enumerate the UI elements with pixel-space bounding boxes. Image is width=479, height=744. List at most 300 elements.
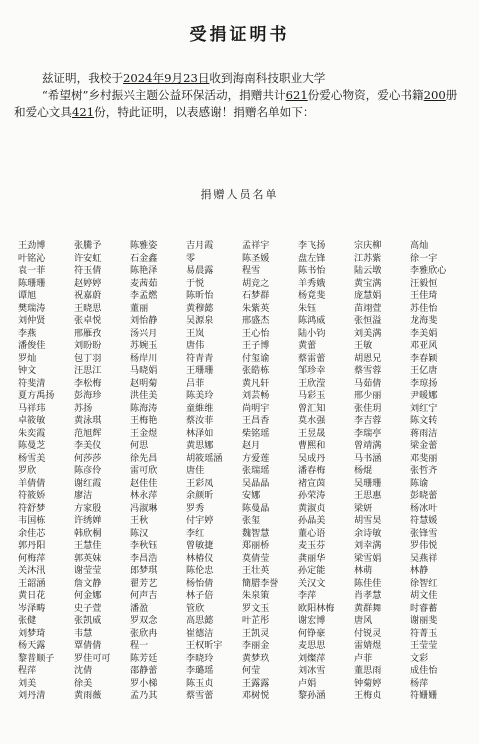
donor-name: 杨冰叶 (410, 503, 438, 514)
donor-name: 李晓玲 (186, 653, 214, 664)
donor-name: 林永萍 (130, 491, 158, 501)
donor-name: 冯淑琳 (130, 503, 158, 514)
donor-name: 黄宝满 (354, 278, 382, 289)
donor-name: 徐先昌 (130, 453, 158, 464)
donor-name: 马晓娟 (130, 366, 158, 376)
donor-name: 王凯灵 (242, 628, 270, 639)
donor-name: 胡竞之 (242, 278, 270, 289)
donor-name: 尹暖娜 (410, 391, 438, 401)
donor-name: 麦玉芬 (298, 541, 326, 551)
donor-name: 陈谕 (410, 478, 429, 489)
donor-name: 王岚 (186, 328, 205, 339)
donor-name: 洪佳美 (130, 391, 158, 401)
donor-name: 时睿蓄 (410, 603, 438, 614)
donor-name: 关沐汛 (18, 566, 46, 576)
donor-name: 陈美玲 (186, 391, 214, 401)
donor-name: 高思懿 (186, 616, 214, 626)
donor-name: 祝嘉蔚 (74, 291, 102, 301)
donor-name: 陈书怡 (298, 266, 326, 276)
donor-name: 王劲博 (18, 241, 46, 251)
donor-name: 庞慧娟 (354, 291, 382, 301)
donor-name: 王晓思 (74, 303, 102, 314)
donor-name: 符玉倩 (74, 266, 102, 276)
donor-name: 廖洁 (74, 491, 93, 501)
donor-name: 邓斐丽 (410, 453, 438, 464)
donor-name: 莫水强 (298, 416, 326, 426)
body-text-d: 份爱心物资，爱心书籍 (307, 88, 424, 103)
donor-name: 王壮英 (242, 566, 270, 576)
donor-name: 何声吉 (130, 591, 158, 601)
donor-name: 潘盈 (130, 603, 149, 614)
donor-name: 徐美 (74, 678, 93, 689)
donor-name: 王露露 (242, 678, 270, 689)
donor-name: 史子萱 (74, 603, 102, 614)
donor-name: 朱紫英 (242, 303, 270, 314)
donor-name: 曾靖满 (354, 441, 382, 451)
donor-name: 孙晶美 (298, 516, 326, 526)
donor-name: 吴成丹 (298, 453, 326, 464)
donor-name: 谢丽斐 (410, 616, 438, 626)
certificate-line-1 (14, 70, 466, 87)
donor-name: 吉月霞 (186, 241, 214, 251)
donor-name: 郎梦琪 (130, 566, 158, 576)
donor-name: 林子倍 (186, 591, 214, 601)
certificate-line-2 (14, 87, 466, 121)
donor-name: 潘春梅 (298, 466, 326, 476)
donor-name: 潘俊佳 (18, 341, 46, 351)
donor-name: 杨竟斐 (298, 291, 326, 301)
donor-name: 符青青 (186, 353, 214, 364)
donor-name: 麦思思 (298, 641, 326, 651)
donor-name: 包丁羽 (74, 353, 102, 364)
donor-name: 付宇婷 (186, 516, 214, 526)
donor-name: 陈圣媛 (242, 253, 270, 264)
donor-name: 郑丽桥 (242, 541, 270, 551)
donor-name: 王亿唐 (410, 366, 438, 376)
donor-name: 杨焜 (354, 466, 373, 476)
donor-name: 钟文 (18, 366, 37, 376)
donor-name: 黄蕾 (298, 341, 317, 351)
donor-name: 高灿 (410, 241, 429, 251)
donor-name: 樊瑞涛 (18, 303, 46, 314)
donor-name: 杨萍 (410, 678, 429, 689)
donor-name: 苏佳怡 (410, 303, 438, 314)
donor-name: 邢雁孜 (74, 328, 102, 339)
donor-name: 宗庆柳 (354, 241, 382, 251)
donor-name: 刘冰雪 (298, 666, 326, 676)
donor-name: 马彩玉 (298, 391, 326, 401)
donor-name: 胡文佳 (410, 591, 438, 601)
donor-name: 苏婉玉 (130, 341, 158, 351)
donor-name: 汪毅恒 (410, 278, 438, 289)
donor-name: 羊倩倩 (18, 478, 46, 489)
donor-name: 杨天露 (18, 641, 46, 651)
donor-name: 夏方禹扬 (18, 391, 55, 401)
donor-name: 陈曼芝 (18, 441, 46, 451)
body-text-e: 册和爱心文具 (14, 88, 458, 120)
donor-name: 陈玉贞 (186, 678, 214, 689)
donor-name: 黄群舞 (354, 603, 382, 614)
donor-name: 詹文静 (74, 578, 102, 589)
donor-name: 柴铭瑶 (242, 428, 270, 439)
donor-name: 程一 (130, 641, 149, 651)
donor-name: 郭丹阳 (18, 541, 46, 551)
donor-name: 卓筱敏 (18, 416, 46, 426)
donor-name: 唐佳 (186, 466, 205, 476)
donor-name: 李瑞亭 (354, 428, 382, 439)
donor-name: 张佳玥 (354, 403, 382, 414)
donor-name: 雷婧煜 (354, 641, 382, 651)
donor-name: 王彩凤 (186, 478, 214, 489)
donor-name: 王梅艳 (130, 416, 158, 426)
donor-name: 杨岸川 (130, 353, 158, 364)
donor-name: 管欣 (186, 603, 205, 614)
donor-name: 刘丹清 (18, 691, 46, 701)
donor-name: 陈彦伶 (74, 466, 102, 476)
donor-name: 陈珊珊 (18, 278, 46, 289)
donor-name: 龚丽华 (298, 553, 326, 564)
donor-name: 尚明宇 (242, 403, 270, 414)
donor-name: 董心语 (298, 528, 326, 539)
donor-name: 叶铭沁 (18, 253, 46, 264)
donor-name: 李昌浩 (130, 553, 158, 564)
donor-name: 魏智慧 (242, 528, 270, 539)
donor-name: 蔡雪蕾 (186, 691, 214, 701)
donor-name: 李飞扬 (298, 241, 326, 251)
donor-name: 刘仲贤 (18, 316, 46, 326)
donor-name: 陈汉 (130, 528, 149, 539)
donor-name: 陆云墩 (354, 266, 382, 276)
donor-name: 王子博 (242, 341, 270, 351)
donor-name: 童維维 (186, 403, 214, 414)
donor-name: 蒋雨洁 (410, 428, 438, 439)
donor-name-grid (18, 240, 468, 703)
donor-name: 王秋 (130, 516, 149, 526)
donor-name: 王昌香 (242, 416, 270, 426)
donor-name: 李雅欣心 (410, 266, 447, 276)
donor-name: 付锐灵 (354, 628, 382, 639)
donor-name: 何金娜 (74, 591, 102, 601)
donor-name: 吴晶晶 (242, 478, 270, 489)
donor-name: 朱钰 (298, 303, 317, 314)
donor-name: 叶芷彤 (242, 616, 270, 626)
donor-name: 陈鸿威 (298, 316, 326, 326)
donor-name: 汪思江 (74, 366, 102, 376)
donor-name: 张欣冉 (130, 628, 158, 639)
donor-name: 蔡汝菲 (186, 416, 214, 426)
donor-name: 方爱莲 (242, 453, 270, 464)
donor-name: 符慧媛 (410, 516, 438, 526)
donor-name: 黄雨薇 (74, 691, 102, 701)
donor-name: 王敏 (354, 341, 373, 351)
donor-name: 梁妍 (354, 503, 373, 514)
donor-name: 何铮豪 (298, 628, 326, 639)
donor-name: 孙荣涛 (298, 491, 326, 501)
donor-name: 王思惠 (354, 491, 382, 501)
donor-name: 于悦 (186, 278, 205, 289)
donor-name: 盘左锋 (298, 253, 326, 264)
donor-name: 曾敏捷 (186, 541, 214, 551)
donor-name: 林泽如 (186, 428, 214, 439)
donor-name: 苗翊萱 (354, 303, 382, 314)
donor-name: 陈文转 (410, 416, 438, 426)
donor-name: 董思雨 (354, 666, 382, 676)
donor-name: 罗佳可可 (74, 653, 111, 664)
donor-name: 谭旭 (18, 291, 37, 301)
donor-name: 张卓悦 (74, 316, 102, 326)
donor-name: 王慧佳 (74, 541, 102, 551)
donor-name: 邹珍幸 (298, 366, 326, 376)
donor-name: 成佳怡 (410, 666, 438, 676)
donor-name: 羊秀娥 (298, 278, 326, 289)
donor-name: 刘盼盼 (74, 341, 102, 351)
donor-name: 余颜昕 (186, 491, 214, 501)
donor-name: 李琼扬 (410, 378, 438, 389)
donor-name: 陈海涛 (130, 403, 158, 414)
donor-name: 杨怡倩 (186, 578, 214, 589)
donor-name: 刘燦萍 (298, 653, 326, 664)
donor-name: 罗伟悦 (410, 541, 438, 551)
donor-name: 刘怡静 (130, 316, 158, 326)
donor-name: 罗双念 (130, 616, 158, 626)
donor-name: 符姗姗 (410, 691, 438, 701)
donor-name: 黄淑贞 (298, 503, 326, 514)
donor-name: 李吉蓉 (354, 416, 382, 426)
donor-name: 刘美 (18, 678, 37, 689)
donor-name: 吴源泉 (186, 316, 214, 326)
donor-name: 符舒梦 (18, 503, 46, 514)
donor-name: 徐一宇 (410, 253, 438, 264)
donor-name: 黄穆懿 (186, 303, 214, 314)
donor-name: 黄凡轩 (242, 378, 270, 389)
donor-name: 王梅贞 (354, 691, 382, 701)
donor-name: 王心怡 (242, 328, 270, 339)
donor-name: 李秋钰 (130, 541, 158, 551)
stationery-count: 421 (71, 105, 95, 120)
donor-name: 文彩 (410, 653, 429, 664)
donor-name: 何梅萍 (18, 553, 46, 564)
donor-name: 黄梦玖 (242, 653, 270, 664)
donor-name: 黄日花 (18, 591, 46, 601)
donor-name: 王昱晟 (298, 428, 326, 439)
donor-name: 王韶涵 (18, 578, 46, 589)
donor-name: 李璐瑶 (186, 666, 214, 676)
body-text-f: 份，特此证明，以表感谢！捐赠名单如下： (94, 105, 315, 120)
donor-name: 张健 (18, 616, 37, 626)
donor-name: 安娜 (242, 491, 261, 501)
donor-name: 张騰予 (74, 241, 102, 251)
donor-name: 陈雅姿 (130, 241, 158, 251)
donor-name: 刘梦琦 (18, 628, 46, 639)
donor-name: 谢莹莹 (74, 566, 102, 576)
donor-name: 邓树悦 (242, 691, 270, 701)
donor-name: 黄泳琪 (74, 416, 102, 426)
donor-name: 罗欣 (18, 466, 37, 476)
donor-name: 吴燕祥 (410, 553, 438, 564)
donor-name: 马祥玮 (18, 403, 46, 414)
donor-name: 刘红宁 (410, 403, 438, 414)
donor-name: 李萍 (298, 591, 317, 601)
donor-name: 莫倩莹 (242, 553, 270, 564)
donor-name: 孟乃其 (130, 691, 158, 701)
books-count: 200 (423, 88, 446, 103)
donor-name: 龙海斐 (410, 316, 438, 326)
donor-name: 汤兴月 (130, 328, 158, 339)
donor-name: 吕菲 (186, 378, 205, 389)
donor-name: 蔡雪蓉 (354, 366, 382, 376)
donor-name: 王金煜 (130, 428, 158, 439)
donor-name: 卢娟 (298, 678, 317, 689)
donor-name: 何思 (130, 441, 149, 451)
donor-name: 张凯威 (74, 616, 102, 626)
donor-name: 程雪 (242, 266, 261, 276)
donor-name: 符菁玉 (410, 628, 438, 639)
donor-name: 余诗敏 (354, 528, 382, 539)
donor-name: 罗灿 (18, 353, 37, 364)
donor-name: 李美仪 (74, 441, 102, 451)
donor-name: 石金鑫 (130, 253, 158, 264)
donor-name: 张瑞瑶 (242, 466, 270, 476)
donor-name: 张哲齐 (410, 466, 438, 476)
donor-name: 彭晓蕾 (410, 491, 438, 501)
donor-name: 林静 (410, 566, 429, 576)
donor-name: 马茹倩 (354, 378, 382, 389)
donor-name: 石梦群 (242, 291, 270, 301)
donor-name: 邢盛杰 (242, 316, 270, 326)
donor-name: 欧阳林梅 (298, 603, 335, 614)
donor-name: 邓亚风 (410, 341, 438, 351)
donor-name: 岑泽畴 (18, 603, 46, 614)
body-text-a: 兹证明，我校于 (41, 71, 123, 85)
donor-name: 赵佳佳 (130, 478, 158, 489)
donor-list-title: 捐赠人员名单 (200, 188, 279, 201)
donor-name: 唐伟 (186, 341, 205, 351)
donor-name: 韩欣桐 (74, 528, 102, 539)
donor-name: 张恒溢 (354, 316, 382, 326)
donor-name: 韦慧 (74, 628, 93, 639)
donor-name: 关汉文 (298, 578, 326, 589)
donor-name: 陈伦忠 (186, 566, 214, 576)
donor-name: 陈艳泽 (130, 266, 158, 276)
donor-name: 蔡雷蕾 (298, 353, 326, 364)
donor-name: 陈昕怡 (186, 291, 214, 301)
donor-name: 何莹 (242, 666, 261, 676)
donor-name: 谢宏博 (298, 616, 326, 626)
donor-name: 梁雪娟 (354, 553, 382, 564)
donor-name: 郭英妹 (74, 553, 102, 564)
donor-name: 朱奕霞 (18, 428, 46, 439)
donor-name: 杨雪美 (18, 453, 46, 464)
donor-name: 唐风 (354, 616, 373, 626)
donor-name: 簡腊李誉 (242, 578, 279, 589)
donor-name: 黎孙涵 (298, 691, 326, 701)
donor-name: 符斐清 (18, 378, 46, 389)
donor-name: 褚宣茵 (298, 478, 326, 489)
donor-name: 易晨露 (186, 266, 214, 276)
donor-name: 刘芸畅 (242, 391, 270, 401)
donor-name: 林椿仪 (186, 553, 214, 564)
donor-name: 黎普顺子 (18, 653, 55, 664)
donor-name: 邢少丽 (354, 391, 382, 401)
donor-name: 李红 (186, 528, 205, 539)
receive-date: 2024年9月23日 (123, 71, 210, 85)
donor-name: 崔德洁 (186, 628, 214, 639)
donor-name: 梁金蕾 (410, 441, 438, 451)
certificate-body (14, 70, 466, 122)
donor-name: 雷可欣 (130, 466, 158, 476)
donor-name: 赵婷婷 (74, 278, 102, 289)
donor-name: 曹熙和 (298, 441, 326, 451)
donor-name: 董丽 (130, 303, 149, 314)
donor-name: 李燕 (18, 328, 37, 339)
page-title: 受捐证明书 (189, 25, 290, 45)
donor-name: 陆小钧 (298, 328, 326, 339)
donor-name: 陈佳佳 (354, 578, 382, 589)
donor-name: 江苏紫 (354, 253, 382, 264)
donor-name: 余佳芯 (18, 528, 46, 539)
donor-name: 王珊珊 (186, 366, 214, 376)
donor-name: 许绣婵 (74, 516, 102, 526)
donor-name: 麦茜茹 (130, 278, 158, 289)
donor-name: 张锋雪 (410, 528, 438, 539)
donor-name: 罗秀 (186, 503, 205, 514)
donor-name: 钟菊婷 (354, 678, 382, 689)
donor-name: 方家殷 (74, 503, 102, 514)
donor-name: 李孟燃 (130, 291, 158, 301)
donor-name: 孙定能 (298, 566, 326, 576)
donor-name: 苏扬 (74, 403, 93, 414)
donor-name: 孟祥宇 (242, 241, 270, 251)
body-text-b: 收到海南科技职业大学 (209, 71, 326, 85)
donor-name: 李丽金 (242, 641, 270, 651)
donor-name: 范旭辉 (74, 428, 102, 439)
donor-name: 张玺 (242, 516, 261, 526)
donor-name: 林萌 (354, 566, 373, 576)
donor-name: 朱泉策 (242, 591, 270, 601)
donor-name: 覃倩倩 (74, 641, 102, 651)
donor-name: 李美娟 (410, 328, 438, 339)
donor-name: 付玺谕 (242, 353, 270, 364)
donor-name: 罗文玉 (242, 603, 270, 614)
donor-name: 王莹莹 (410, 641, 438, 651)
donor-name: 罗小梯 (130, 678, 158, 689)
donor-name: 王欣滢 (298, 378, 326, 389)
donor-name: 吴珊珊 (354, 478, 382, 489)
donor-name: 邵静蕾 (130, 666, 158, 676)
donor-name: 韦国栋 (18, 516, 46, 526)
donor-name: 袁一菲 (18, 266, 46, 276)
donor-name: 程萍 (18, 666, 37, 676)
donor-name: 谢红霞 (74, 478, 102, 489)
donor-name: 沈倩 (74, 666, 93, 676)
donor-name: 卢菲 (354, 653, 373, 664)
donor-name: 彭海珍 (74, 391, 102, 401)
donor-name: 胡雪昊 (354, 516, 382, 526)
donor-name: 曾汇知 (298, 403, 326, 414)
donor-name: 许安虹 (74, 253, 102, 264)
donor-name: 何莎莎 (74, 453, 102, 464)
donor-name: 徐智红 (410, 578, 438, 589)
donor-name: 马书涵 (354, 453, 382, 464)
donor-name: 赵明菊 (130, 378, 158, 389)
donor-name: 王佳琦 (410, 291, 438, 301)
donor-name: 刘美满 (354, 328, 382, 339)
donor-name: 肖孝慧 (354, 591, 382, 601)
donor-name: 零 (186, 253, 196, 264)
body-text-c: “希望树”乡村振兴主题公益环保活动，捐赠共计 (41, 88, 286, 103)
total-count: 621 (285, 88, 308, 103)
donor-name: 李松梅 (74, 378, 102, 389)
